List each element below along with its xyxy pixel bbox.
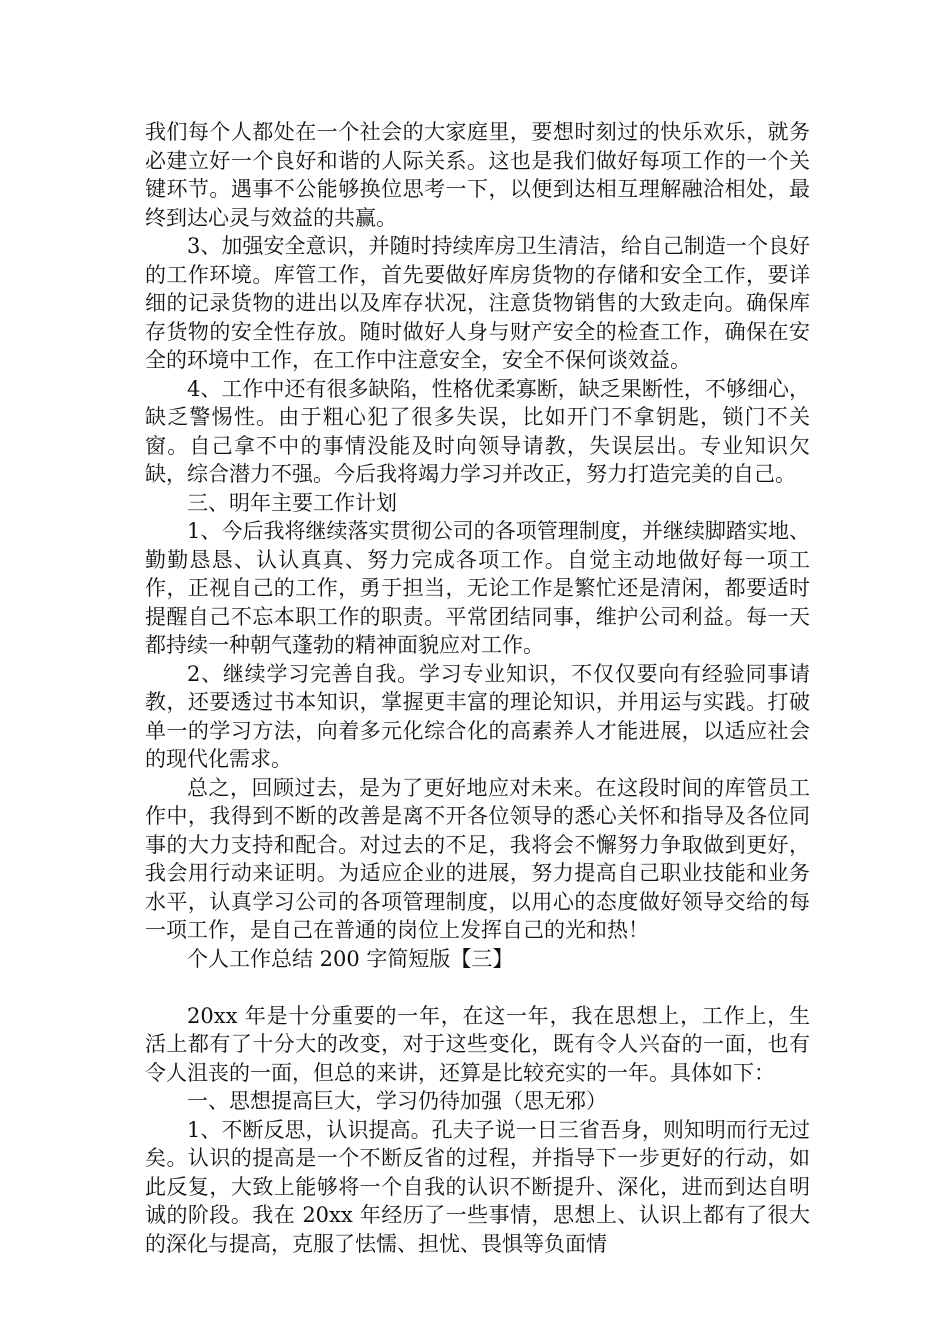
paragraph-shortcomings: 4、工作中还有很多缺陷，性格优柔寡断，缺乏果断性，不够细心，缺乏警惕性。由于粗心犯了很多失误，比如开门不拿钥匙，锁门不关窗。自己拿不中的事情没能及时向领导请教，失误层出。专业知识欠缺，综合潜力不强。今后我将竭力学习并改正，努力打造完美的自己。	[145, 376, 810, 486]
blank-line	[145, 973, 810, 1002]
paragraph-plan-item-1: 1、今后我将继续落实贯彻公司的各项管理制度，并继续脚踏实地、勤勤恳恳、认认真真、努力完成各项工作。自觉主动地做好每一项工作，正视自己的工作，勇于担当，无论工作是繁忙还是清闲，都要适时提醒自己不忘本职工作的职责。平常团结同事，维护公司利益。每一天都持续一种朝气蓬勃的精神面貌应对工作。	[145, 519, 810, 657]
document-page	[145, 118, 810, 1258]
section-heading-next-year-plan: 三、明年主要工作计划	[187, 490, 397, 515]
paragraph-reflection: 1、不断反思，认识提高。孔夫子说一日三省吾身，则知明而行无过矣。认识的提高是一个不断反省的过程，并指导下一步更好的行动，如此反复，大致上能够将一个自我的认识不断提升、深化，进而到达自明诚的阶段。我在 20xx 年经历了一些事情，思想上、认识上都有了很大的深化与提高，克服了怯懦、担忧、畏惧等负面情	[145, 1117, 810, 1256]
section-title-version-three: 个人工作总结 200 字简短版【三】	[187, 946, 514, 971]
paragraph-interpersonal: 我们每个人都处在一个社会的大家庭里，要想时刻过的快乐欢乐，就务必建立好一个良好和谐的人际关系。这也是我们做好每项工作的一个关键环节。遇事不公能够换位思考一下，以便到达相互理解融洽相处，最终到达心灵与效益的共赢。	[145, 120, 810, 230]
paragraph-year-overview: 20xx 年是十分重要的一年，在这一年，我在思想上，工作上，生活上都有了十分大的改变，对于这些变化，既有令人兴奋的一面，也有令人沮丧的一面，但总的来讲，还算是比较充实的一年。具体如下：	[145, 1003, 810, 1085]
paragraph-plan-item-2: 2、继续学习完善自我。学习专业知识，不仅仅要向有经验同事请教，还要透过书本知识，掌握更丰富的理论知识，并用运与实践。打破单一的学习方法，向着多元化综合化的高素养人才能进展，以适应社会的现代化需求。	[145, 661, 810, 771]
paragraph-conclusion: 总之，回顾过去，是为了更好地应对未来。在这段时间的库管员工作中，我得到不断的改善是离不开各位领导的悉心关怀和指导及各位同事的大力支持和配合。对过去的不足，我将会不懈努力争取做到更好，我会用行动来证明。为适应企业的进展，努力提高自己职业技能和业务水平，认真学习公司的各项管理制度，以用心的态度做好领导交给的每一项工作，是自己在普通的岗位上发挥自己的光和热！	[145, 775, 810, 942]
section-heading-thought-improvement: 一、思想提高巨大，学习仍待加强（思无邪）	[187, 1089, 607, 1113]
paragraph-safety-awareness: 3、加强安全意识，并随时持续库房卫生清洁，给自己制造一个良好的工作环境。库管工作，首先要做好库房货物的存储和安全工作，要详细的记录货物的进出以及库存状况，注意货物销售的大致走向。确保库存货物的安全性存放。随时做好人身与财产安全的检查工作，确保在安全的环境中工作，在工作中注意安全，安全不保何谈效益。	[145, 234, 810, 372]
